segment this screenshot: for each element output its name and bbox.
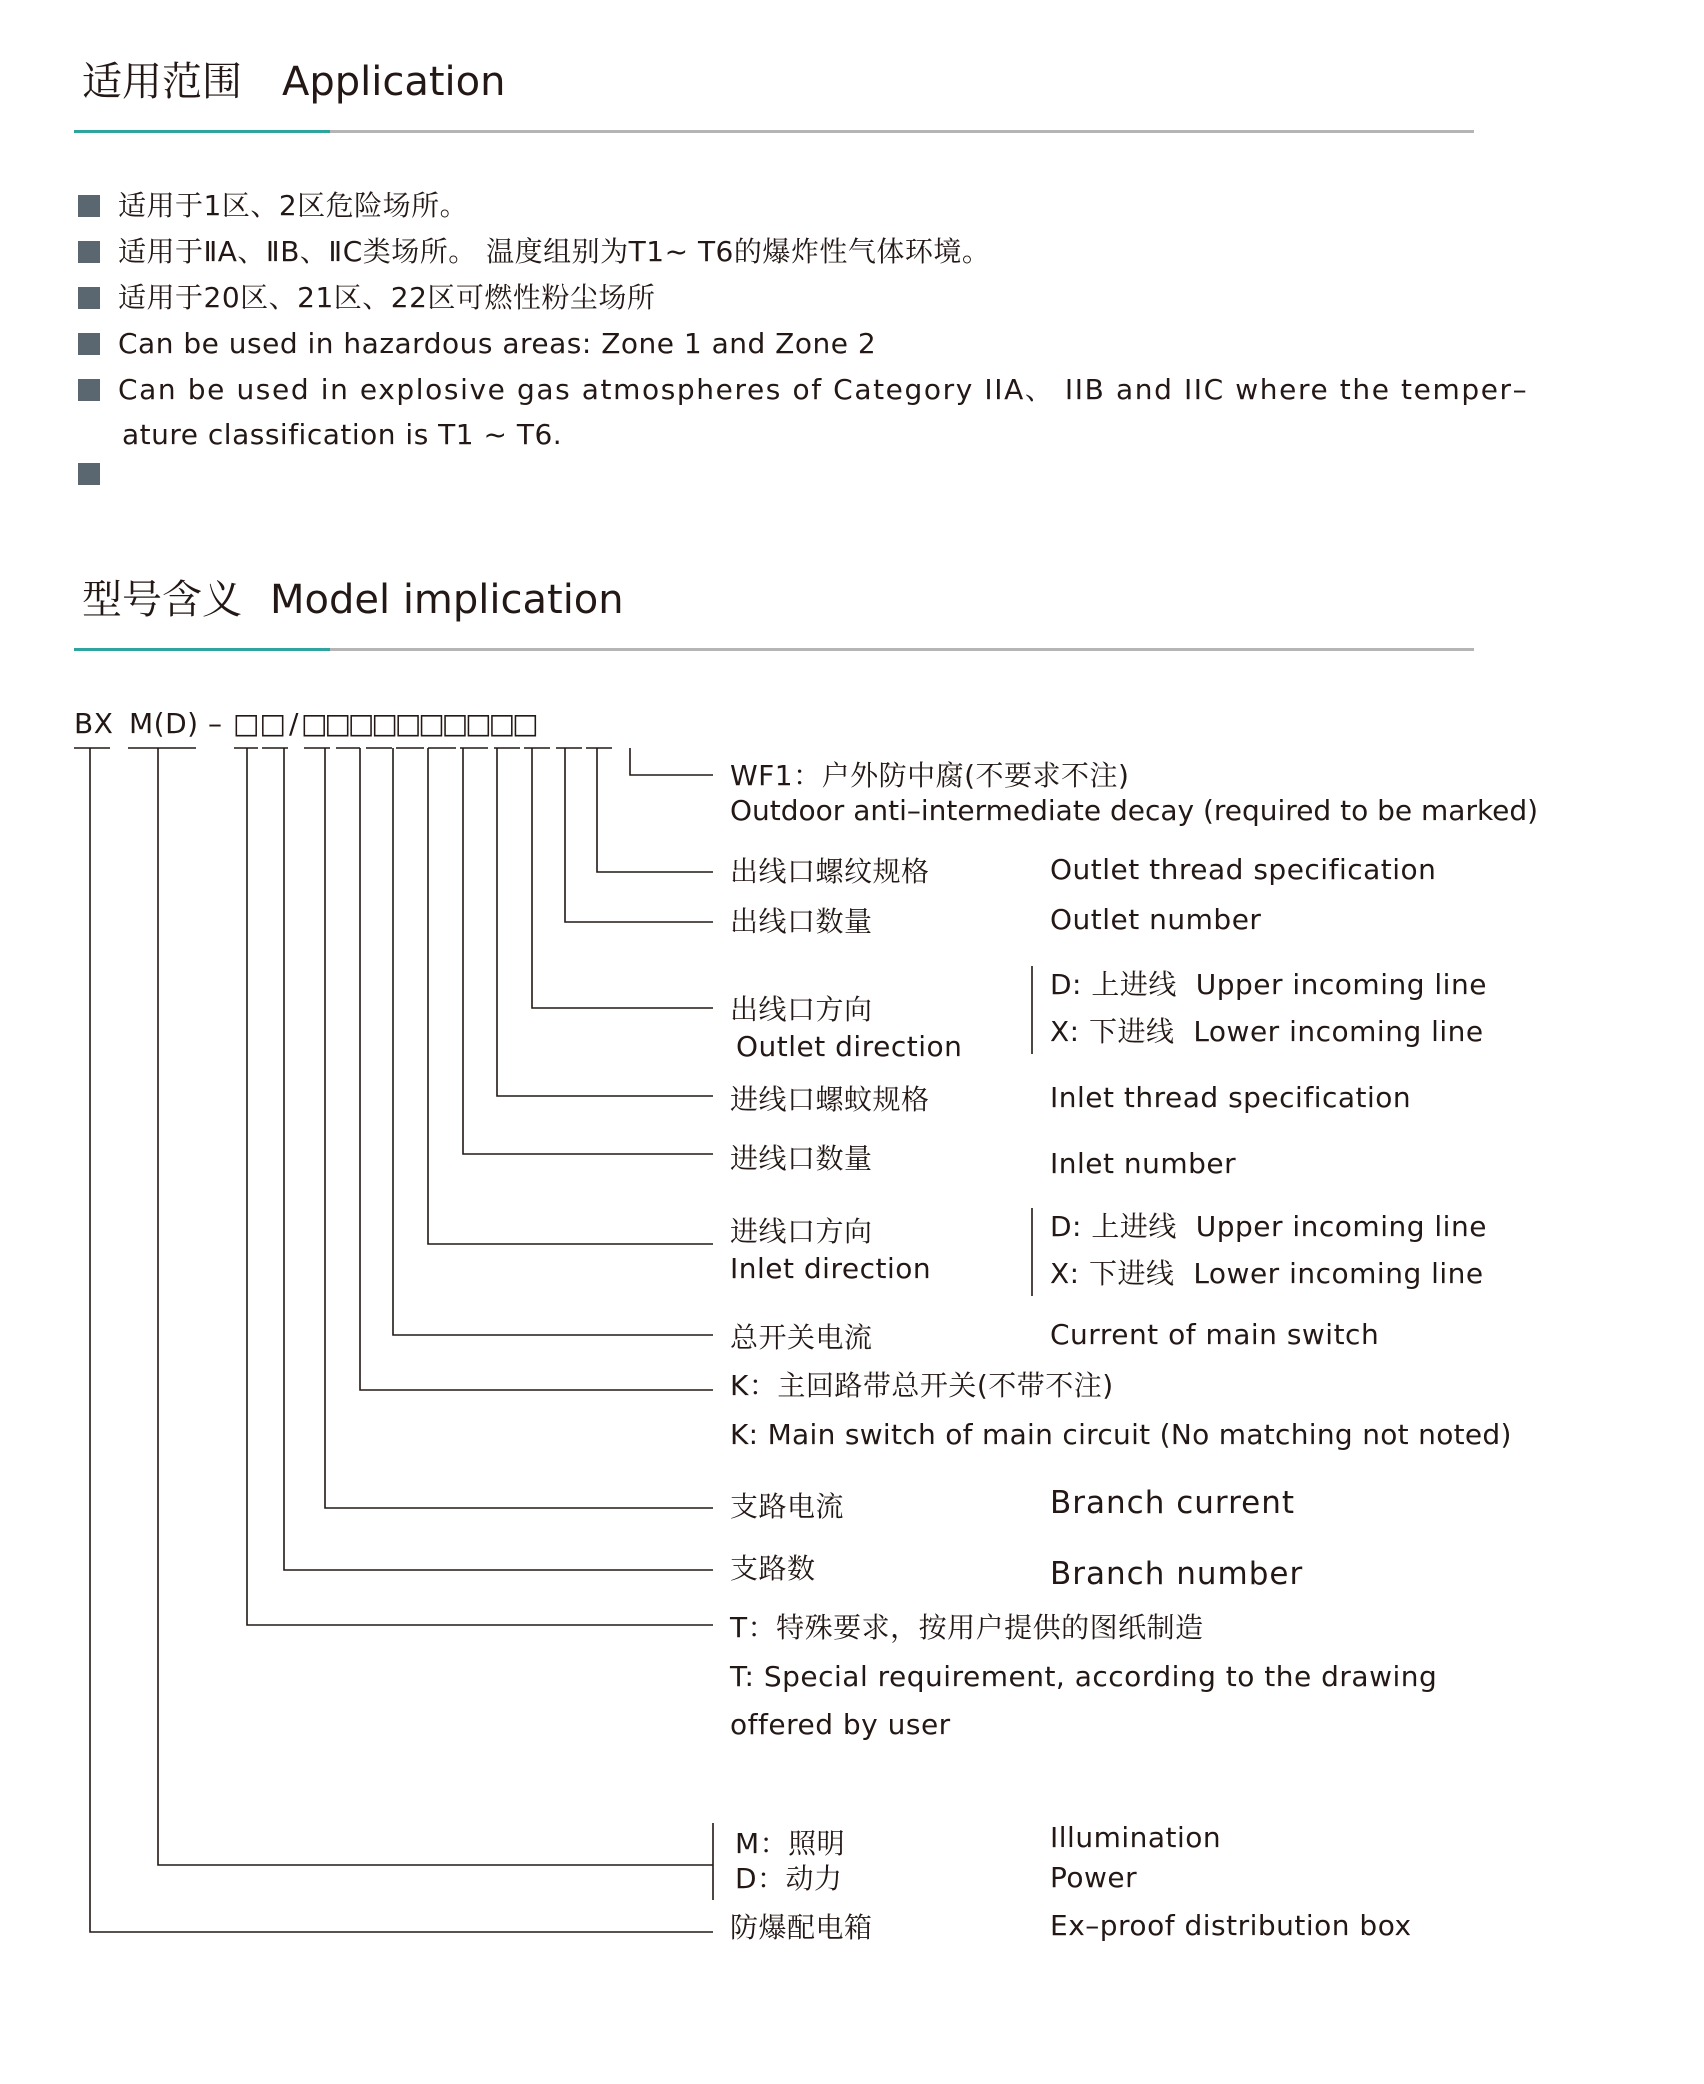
application-title-en: Application <box>282 59 506 105</box>
branch-current-label-cn: 支路电流 <box>730 1490 845 1523</box>
code-bx: BX <box>74 707 114 740</box>
outlet-direction-option-d: D: 上进线 Upper incoming line <box>1050 968 1487 1001</box>
main-current-label-en: Current of main switch <box>1050 1318 1380 1351</box>
wf1-label-en: Outdoor anti–intermediate decay (required to be marked) <box>730 794 1539 827</box>
branch-current-label-en: Branch current <box>1050 1485 1296 1521</box>
code-boxes-a: □□ <box>233 707 286 740</box>
m-label-cn: M：照明 <box>735 1827 846 1860</box>
outlet-number-label-en: Outlet number <box>1050 903 1262 936</box>
d-label-cn: D：动力 <box>735 1862 843 1895</box>
t-label-en-line1: T: Special requirement, according to the drawing <box>730 1660 1438 1693</box>
outlet-direction-label-cn: 出线口方向 <box>730 993 873 1026</box>
list-item: 适用于ⅡA、ⅡB、ⅡC类场所。 温度组别为T1~ T6的爆炸性气体环境。 <box>118 235 991 268</box>
code-boxes-b: □□□□□□□□□□ <box>301 707 536 740</box>
branch-number-label-en: Branch number <box>1050 1556 1304 1592</box>
list-item: Can be used in explosive gas atmospheres of Category IIA、 IIB and IIC where the temper– <box>118 373 1529 406</box>
d-label-en: Power <box>1050 1861 1138 1894</box>
wf1-label-cn: WF1：户外防中腐(不要求不注) <box>730 759 1130 792</box>
code-slash: / <box>289 707 299 740</box>
code-dash: – <box>208 707 223 740</box>
model-title-cn: 型号含义 <box>82 577 242 623</box>
inlet-number-label-en: Inlet number <box>1050 1147 1237 1180</box>
inlet-direction-option-x: X: 下进线 Lower incoming line <box>1050 1257 1484 1290</box>
inlet-thread-label-en: Inlet thread specification <box>1050 1081 1412 1114</box>
k-label-cn: K：主回路带总开关(不带不注) <box>730 1369 1114 1402</box>
m-label-en: Illumination <box>1050 1821 1222 1854</box>
list-item-continuation: ature classification is T1 ~ T6. <box>122 418 563 451</box>
t-label-cn: T：特殊要求，按用户提供的图纸制造 <box>730 1611 1204 1644</box>
list-item: 适用于20区、21区、22区可燃性粉尘场所 <box>118 281 656 314</box>
outlet-direction-label-en: Outlet direction <box>736 1030 963 1063</box>
outlet-number-label-cn: 出线口数量 <box>730 905 873 938</box>
t-label-en-line2: offered by user <box>730 1708 951 1741</box>
inlet-thread-label-cn: 进线口螺蚊规格 <box>730 1083 930 1116</box>
box-label-cn: 防爆配电箱 <box>730 1911 873 1944</box>
list-item: 适用于1区、2区危险场所。 <box>118 189 469 222</box>
model-title-en: Model implication <box>270 577 624 623</box>
inlet-direction-option-d: D: 上进线 Upper incoming line <box>1050 1210 1487 1243</box>
outlet-thread-label-cn: 出线口螺纹规格 <box>730 855 930 888</box>
application-title-cn: 适用范围 <box>82 59 242 105</box>
k-label-en: K: Main switch of main circuit (No matching not noted) <box>730 1418 1512 1451</box>
list-item: Can be used in hazardous areas: Zone 1 and Zone 2 <box>118 327 877 360</box>
inlet-direction-label-cn: 进线口方向 <box>730 1215 873 1248</box>
branch-number-label-cn: 支路数 <box>730 1552 816 1585</box>
outlet-thread-label-en: Outlet thread specification <box>1050 853 1437 886</box>
inlet-number-label-cn: 进线口数量 <box>730 1142 873 1175</box>
code-md: M(D) <box>129 707 199 740</box>
box-label-en: Ex–proof distribution box <box>1050 1909 1412 1942</box>
inlet-direction-label-en: Inlet direction <box>730 1252 932 1285</box>
main-current-label-cn: 总开关电流 <box>730 1321 873 1354</box>
outlet-direction-option-x: X: 下进线 Lower incoming line <box>1050 1015 1484 1048</box>
